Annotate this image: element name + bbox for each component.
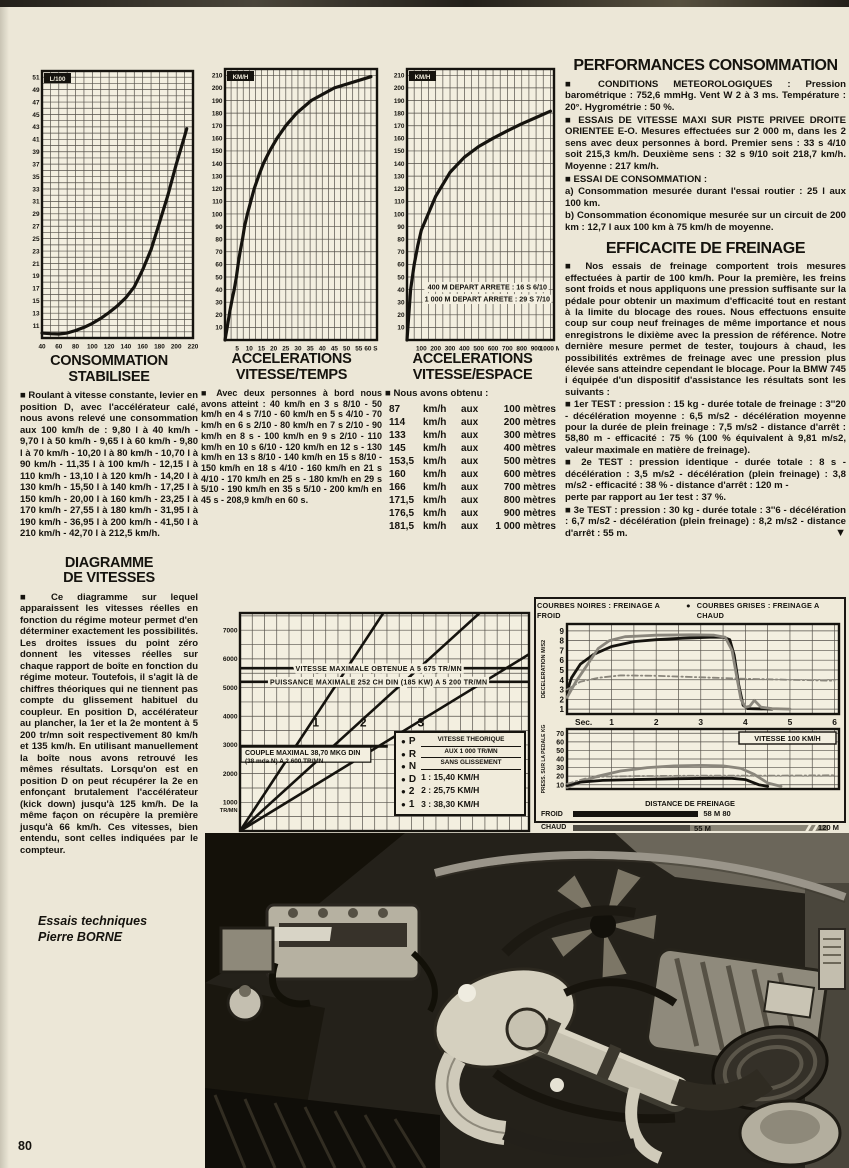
svg-text:100: 100 bbox=[86, 343, 98, 351]
vitesse-espace-row: 181,5 km/h aux 1 000 mètres bbox=[389, 521, 556, 532]
svg-text:500: 500 bbox=[473, 345, 485, 353]
svg-text:5000: 5000 bbox=[222, 684, 238, 692]
svg-text:COUPLE MAXIMAL 38,70 MKG DIN: COUPLE MAXIMAL 38,70 MKG DIN bbox=[245, 749, 361, 757]
svg-text:39: 39 bbox=[32, 149, 40, 157]
svg-text:7000: 7000 bbox=[222, 627, 238, 635]
column-left bbox=[20, 354, 198, 945]
paragraph: perte par rapport au 1er test : 37 %. bbox=[565, 492, 727, 504]
svg-text:31: 31 bbox=[32, 198, 40, 206]
svg-text:100: 100 bbox=[211, 211, 223, 219]
svg-text:400 M DEPART ARRETE : 16 S 6/1: 400 M DEPART ARRETE : 16 S 6/10 bbox=[427, 282, 548, 292]
svg-text:PRESS. SUR LA PEDALE KG: PRESS. SUR LA PEDALE KG bbox=[541, 724, 547, 793]
svg-text:25: 25 bbox=[282, 345, 290, 353]
distance-bars: DISTANCE DE FREINAGE FROID 58 M 80 CHAUD 55 M 120 M bbox=[541, 799, 839, 833]
svg-text:120: 120 bbox=[393, 186, 405, 194]
bar-row-froid: FROID 58 M 80 bbox=[541, 809, 731, 818]
svg-text:45: 45 bbox=[330, 345, 338, 353]
svg-text:33: 33 bbox=[32, 186, 40, 194]
vitesse-espace-row: 114 km/h aux 200 mètres bbox=[389, 417, 556, 428]
byline: Essais techniques Pierre BORNE bbox=[38, 914, 148, 944]
paragraph: ■ ESSAI DE CONSOMMATION : bbox=[565, 173, 708, 185]
diagramme-body: ■ Ce diagramme sur lequel apparaissent les vitesses réelles en fonction du régime moteur permet d'en déterminer exactement les possibilités. Les droites issues du point zéro donnent les vitesses réelles sur chaque rapport de boîte en fonction du régime moteur. Toutefois, il s'agit là de chiffres théoriques qui ne tiennent pas compte du glissement habituel du coupleur. En position D, accélérateur au plancher, la 1er et la 2e montent à 5 200 tr/mn soit respectivement 80 km/h et 135 km/h. En utilisant manuellement la boîte nous avons retrouvé les mêmes résultats. Lorsqu'on est en position D on peut récupérer la 2e en enfonçant brutalement l'accélérateur (kick down) jusqu'à 125 km/h. De la même façon on récupère la première jusqu'à 66 km/h. Ces vitesses, bien entendu, sont celles indiquées par le compteur. bbox=[20, 591, 198, 856]
vitesse-espace-intro: ■ Nous avons obtenu : bbox=[385, 388, 489, 399]
svg-text:17: 17 bbox=[32, 285, 40, 293]
svg-text:4000: 4000 bbox=[222, 713, 238, 721]
svg-text:50: 50 bbox=[343, 345, 351, 353]
paragraph: a) Consommation mesurée durant l'essai routier : 25 l aux 100 km. bbox=[565, 186, 846, 209]
svg-text:15: 15 bbox=[257, 345, 266, 353]
svg-text:45: 45 bbox=[32, 111, 40, 119]
svg-text:50: 50 bbox=[556, 748, 564, 756]
svg-text:2: 2 bbox=[359, 715, 367, 730]
svg-text:6: 6 bbox=[559, 656, 564, 666]
page-number: 80 bbox=[18, 1139, 32, 1153]
svg-text:43: 43 bbox=[32, 124, 40, 132]
column-middle bbox=[201, 352, 382, 506]
svg-text:15: 15 bbox=[32, 298, 40, 306]
svg-text:160: 160 bbox=[211, 135, 223, 143]
freinage-plots bbox=[537, 621, 843, 798]
gear-letter: ● P bbox=[401, 736, 416, 748]
svg-text:1000: 1000 bbox=[222, 799, 238, 807]
column-right bbox=[565, 58, 846, 540]
svg-text:20: 20 bbox=[556, 773, 564, 781]
svg-text:1000 M: 1000 M bbox=[539, 345, 559, 353]
svg-text:60: 60 bbox=[55, 343, 63, 351]
chart-freinage bbox=[534, 597, 846, 833]
svg-text:KM/H: KM/H bbox=[414, 73, 431, 81]
svg-text:90: 90 bbox=[215, 223, 223, 231]
svg-text:L/100: L/100 bbox=[49, 75, 66, 83]
svg-text:220: 220 bbox=[187, 343, 198, 351]
svg-text:130: 130 bbox=[211, 173, 223, 181]
svg-text:11: 11 bbox=[32, 322, 40, 330]
svg-text:41: 41 bbox=[32, 136, 40, 144]
svg-text:60 S: 60 S bbox=[364, 345, 378, 353]
svg-text:200: 200 bbox=[170, 343, 182, 351]
svg-text:700: 700 bbox=[502, 345, 513, 353]
svg-text:800: 800 bbox=[516, 345, 528, 353]
svg-text:90: 90 bbox=[397, 223, 405, 231]
paragraph: ■ 3e TEST : pression : 30 kg - durée totale : 3''6 - décélération : 6,7 m/s2 - décélération (plein freinage) : 8,2 m/s2 - distance d'arrêt : 55 m. ▼ bbox=[565, 504, 846, 539]
svg-text:7: 7 bbox=[559, 646, 564, 656]
froid-distance-bar bbox=[573, 811, 698, 817]
svg-text:100: 100 bbox=[393, 211, 405, 219]
svg-text:70: 70 bbox=[397, 249, 405, 257]
svg-text:10: 10 bbox=[245, 345, 253, 353]
performances-body bbox=[565, 79, 846, 234]
svg-text:8: 8 bbox=[559, 636, 564, 646]
chart-acceleration-vitesse-temps bbox=[203, 62, 382, 356]
svg-text:37: 37 bbox=[32, 161, 40, 169]
vitesse-espace-row: 87 km/h aux 100 mètres bbox=[389, 404, 556, 415]
svg-text:47: 47 bbox=[32, 99, 40, 107]
svg-text:5: 5 bbox=[559, 665, 564, 675]
bar-row-chaud: CHAUD 55 M 120 M bbox=[541, 823, 839, 833]
svg-text:130: 130 bbox=[393, 173, 405, 181]
legend-text: VITESSE THEORIQUE AUX 1 000 TR/MN SANS GLISSEMENT 1 : 15,40 KM/H 2 : 25,75 KM/H 3 : 38,30 KM/H bbox=[421, 736, 521, 811]
vitesse-espace-row: 145 km/h aux 400 mètres bbox=[389, 443, 556, 454]
svg-text:DECELERATION M/S2: DECELERATION M/S2 bbox=[541, 639, 547, 699]
paragraph: ■ 1er TEST : pression : 15 kg - durée totale de freinage : 3''20 - décélération moyenne : 6,5 m/s2 - décélération moyenne pour la durée de plein freinage : 7,5 m/s2 - distance d'arrêt : 58,80 m - efficacité : 75 % (100 % équivalent à 9,81 m/s2, valeur maximale en matière de freinage). bbox=[565, 399, 846, 456]
svg-text:5: 5 bbox=[787, 717, 793, 727]
svg-text:60: 60 bbox=[215, 261, 223, 269]
engine-photo-graphic bbox=[205, 833, 849, 1168]
gear-selector-letters bbox=[401, 736, 416, 811]
chaud-distance-bar-55 bbox=[573, 825, 690, 831]
section-title-diagramme: DIAGRAMME DE VITESSES bbox=[63, 554, 155, 586]
svg-text:1: 1 bbox=[609, 717, 614, 727]
svg-text:50: 50 bbox=[397, 274, 405, 282]
svg-text:19: 19 bbox=[32, 273, 40, 281]
svg-text:49: 49 bbox=[32, 86, 40, 94]
paragraph: b) Consommation économique mesurée sur un circuit de 200 km : 12,7 l aux 100 km à 75 km/h de moyenne. bbox=[565, 210, 846, 233]
chart-diagramme-vitesses bbox=[215, 608, 533, 848]
gear-letter: ● 2 bbox=[401, 786, 415, 798]
svg-text:40: 40 bbox=[318, 345, 326, 353]
svg-text:110: 110 bbox=[212, 198, 223, 206]
svg-text:190: 190 bbox=[211, 97, 223, 105]
svg-text:900: 900 bbox=[530, 345, 542, 353]
paragraph: ■ CONDITIONS METEOROLOGIQUES : Pression barométrique : 752,6 mmHg. Vent W 2 à 3 ms. Température : 20°. Hygrométrie : 50 %. bbox=[565, 78, 846, 113]
svg-text:40: 40 bbox=[397, 286, 405, 294]
svg-text:40: 40 bbox=[38, 343, 46, 351]
svg-text:3: 3 bbox=[417, 715, 425, 730]
svg-text:400: 400 bbox=[459, 345, 470, 353]
svg-text:80: 80 bbox=[397, 236, 405, 244]
svg-text:210: 210 bbox=[393, 72, 405, 80]
freinage-chart-header: COURBES NOIRES : FREINAGE A FROID ● COURBES GRISES : FREINAGE A CHAUD bbox=[537, 601, 820, 620]
svg-text:170: 170 bbox=[393, 123, 405, 131]
section-title-vitesse-temps: ACCELERATIONS VITESSE/TEMPS bbox=[231, 351, 352, 383]
svg-text:80: 80 bbox=[72, 343, 80, 351]
svg-text:23: 23 bbox=[32, 248, 40, 256]
svg-text:30: 30 bbox=[397, 299, 405, 307]
svg-text:210: 210 bbox=[211, 72, 223, 80]
svg-text:35: 35 bbox=[32, 173, 40, 181]
svg-text:180: 180 bbox=[393, 110, 405, 118]
svg-text:29: 29 bbox=[32, 211, 40, 219]
svg-text:40: 40 bbox=[556, 756, 564, 764]
gear-letter: ● R bbox=[401, 748, 417, 760]
svg-text:9: 9 bbox=[559, 626, 564, 636]
svg-text:160: 160 bbox=[137, 343, 149, 351]
svg-text:13: 13 bbox=[32, 310, 40, 318]
vitesse-espace-row: 166 km/h aux 700 mètres bbox=[389, 482, 556, 493]
freinage-body bbox=[565, 261, 846, 539]
svg-text:2: 2 bbox=[653, 717, 659, 727]
svg-text:Sec.: Sec. bbox=[575, 717, 593, 727]
vitesse-temps-body: ■ Avec deux personnes à bord nous avons atteint : 40 km/h en 3 s 8/10 - 50 km/h en 4 s 7/10 - 60 km/h en 5 s 4/10 - 70 km/h en 6 s 2/10 - 80 km/h en 7 s 2/10 - 90 km/h en 8 s - 100 km/h en 9 s 2/10 - 110 km/h en 10 s 6/10 - 120 km/h en 12 s - 130 km/h en 13 s 8/10 - 140 km/h en 15 s 8/10 - 150 km/h en 18 s 4/10 - 160 km/h en 21 s 4/10 - 170 km/h en 25 s - 180 km/h en 29 s 5/10 - 190 km/h en 35 s 5/10 - 200 km/h en 45 s - 208,9 km/h en 60 s. bbox=[201, 388, 382, 506]
section-title-vitesse-espace: ACCELERATIONS VITESSE/ESPACE bbox=[412, 351, 533, 383]
svg-text:20: 20 bbox=[397, 312, 405, 320]
svg-text:40: 40 bbox=[215, 286, 223, 294]
vitesse-espace-row: 176,5 km/h aux 900 mètres bbox=[389, 508, 556, 519]
svg-text:60: 60 bbox=[556, 739, 564, 747]
section-title-freinage: EFFICACITE DE FREINAGE bbox=[605, 239, 806, 257]
svg-text:51: 51 bbox=[32, 74, 40, 82]
vitesse-espace-row: 171,5 km/h aux 800 mètres bbox=[389, 495, 556, 506]
vitesse-espace-row: 160 km/h aux 600 mètres bbox=[389, 469, 556, 480]
vitesse-espace-row: 133 km/h aux 300 mètres bbox=[389, 430, 556, 441]
svg-text:3000: 3000 bbox=[222, 742, 238, 750]
svg-text:200: 200 bbox=[430, 345, 442, 353]
svg-text:120: 120 bbox=[103, 343, 115, 351]
svg-text:600: 600 bbox=[487, 345, 499, 353]
svg-text:140: 140 bbox=[211, 160, 223, 168]
svg-text:10: 10 bbox=[397, 324, 405, 332]
svg-text:3: 3 bbox=[559, 685, 564, 695]
svg-text:120: 120 bbox=[211, 186, 223, 194]
column-vitesse-espace bbox=[385, 352, 560, 533]
chart-consommation-stabilisee bbox=[22, 64, 198, 354]
svg-text:6000: 6000 bbox=[222, 656, 238, 664]
svg-text:1 000 M DEPART ARRETE : 29 S 7: 1 000 M DEPART ARRETE : 29 S 7/10 bbox=[424, 294, 551, 304]
svg-text:10: 10 bbox=[215, 324, 223, 332]
svg-text:1: 1 bbox=[312, 715, 320, 730]
svg-text:20: 20 bbox=[215, 312, 223, 320]
svg-text:4: 4 bbox=[743, 717, 748, 727]
svg-text:30: 30 bbox=[294, 345, 302, 353]
svg-text:PUISSANCE MAXIMALE 252 CH DIN: PUISSANCE MAXIMALE 252 CH DIN (185 KW) A 5 200 TR/MN bbox=[270, 679, 488, 687]
svg-text:1: 1 bbox=[559, 705, 564, 715]
svg-text:170: 170 bbox=[211, 123, 223, 131]
svg-text:110: 110 bbox=[394, 198, 405, 206]
svg-text:100: 100 bbox=[416, 345, 427, 353]
svg-text:4: 4 bbox=[559, 675, 564, 685]
gear-selector-legend bbox=[394, 731, 526, 816]
gear-letter: ● D bbox=[401, 773, 417, 785]
paragraph: ■ 2e TEST : pression identique - durée totale : 8 s - décélération : 3,5 m/s2 - décélération (plein freinage) : 3,8 m/s2 - efficacité : 38 % - distance d'arrêt : 120 m - bbox=[565, 457, 846, 492]
svg-text:10: 10 bbox=[556, 782, 564, 790]
svg-text:(38 mda N) A 2 600 TR/MN: (38 mda N) A 2 600 TR/MN bbox=[245, 757, 324, 765]
svg-text:150: 150 bbox=[211, 148, 223, 156]
gear-letter: ● N bbox=[401, 761, 417, 773]
section-title-consommation: CONSOMMATION STABILISEE bbox=[50, 353, 168, 385]
svg-text:160: 160 bbox=[393, 135, 405, 143]
svg-text:27: 27 bbox=[32, 223, 40, 231]
svg-text:VITESSE MAXIMALE OBTENUE A 5 6: VITESSE MAXIMALE OBTENUE A 5 675 TR/MN bbox=[295, 665, 462, 673]
legend-dot-icon: ● bbox=[686, 601, 691, 610]
svg-text:180: 180 bbox=[154, 343, 165, 351]
paragraph: ■ Nos essais de freinage comportent trois mesures effectuées à partir de 100 km/h. Pour la première, les freins sont froids et nous appliquons une pression suffisante sur la pédale pour obtenir un maximum d'efficacité tout en restant à la limite du blocage des roues. Nous effectuons ensuite coup sur coup neuf freinages de même importance et nous enregistrons le dixième avec la pression de référence. Notre dernière mesure permet de tester, toujours à chaud, les possibilités extrêmes de freinage avec une pression plus élevée sans atteindre cependant le blocage. Pour la BMW 745 i équipée d'un dispositif d'assistance les résultats sont les suivants : bbox=[565, 261, 846, 398]
vitesse-espace-row: 153,5 km/h aux 500 mètres bbox=[389, 456, 556, 467]
svg-text:2: 2 bbox=[559, 695, 564, 705]
svg-text:TR/MN: TR/MN bbox=[219, 807, 238, 814]
svg-text:21: 21 bbox=[32, 260, 40, 268]
svg-text:180: 180 bbox=[211, 110, 223, 118]
svg-text:6: 6 bbox=[832, 717, 837, 727]
paragraph: ■ ESSAIS DE VITESSE MAXI SUR PISTE PRIVEE DROITE ORIENTEE E-O. Mesures effectuées sur 2 000 m, dans les 2 sens avec deux personnes à bord. Premier sens : 33 s 4/10 soit 215,3 km/h. Deuxième sens : 32 s 9/10 soit 218,7 km/h. Moyenne : 217 km/h. bbox=[565, 114, 846, 172]
svg-text:190: 190 bbox=[393, 97, 405, 105]
engine-bay-photo bbox=[205, 833, 849, 1168]
svg-text:20: 20 bbox=[270, 345, 278, 353]
svg-text:KM/H: KM/H bbox=[232, 73, 249, 81]
section-title-performances: PERFORMANCES CONSOMMATION bbox=[573, 57, 838, 74]
svg-text:140: 140 bbox=[120, 343, 132, 351]
vitesse-espace-table bbox=[385, 403, 560, 533]
svg-text:60: 60 bbox=[397, 261, 405, 269]
chart-acceleration-vitesse-espace bbox=[387, 62, 559, 356]
svg-text:300: 300 bbox=[444, 345, 456, 353]
svg-text:30: 30 bbox=[215, 299, 223, 307]
svg-text:150: 150 bbox=[393, 148, 405, 156]
svg-text:200: 200 bbox=[211, 85, 223, 93]
svg-text:30: 30 bbox=[556, 765, 564, 773]
svg-text:70: 70 bbox=[556, 730, 564, 738]
svg-text:200: 200 bbox=[393, 85, 405, 93]
svg-text:140: 140 bbox=[393, 160, 405, 168]
svg-text:80: 80 bbox=[215, 236, 223, 244]
svg-text:2000: 2000 bbox=[222, 770, 238, 778]
svg-text:35: 35 bbox=[306, 345, 314, 353]
svg-text:25: 25 bbox=[32, 235, 40, 243]
svg-text:55: 55 bbox=[355, 345, 363, 353]
gear-letter: ● 1 bbox=[401, 798, 415, 810]
svg-text:VITESSE 100 KM/H: VITESSE 100 KM/H bbox=[754, 734, 821, 744]
svg-text:50: 50 bbox=[215, 274, 223, 282]
consommation-body: ■ Roulant à vitesse constante, levier en position D, avec l'accélérateur calé, nous avons relevé une consommation aux 100 km/h de : 9,80 l à 40 km/h - 9,70 l à 50 km/h - 9,65 l à 60 km/h - 9,80 l à 70 km/h - 10,20 l à 80 km/h - 10,70 l à 90 km/h - 11,35 l à 100 km/h - 12,15 l à 110 km/h - 13,10 l à 120 km/h - 14,20 l à 130 km/h - 15,50 l à 140 km/h - 17,25 l à 150 km/h - 20,00 l à 160 km/h - 23,25 l à 170 km/h - 27,55 l à 180 km/h - 31,95 l à 190 km/h - 36,95 l à 200 km/h - 41,50 l à 210 km/h - 42,70 l à 212,5 km/h. bbox=[20, 390, 198, 539]
svg-text:70: 70 bbox=[215, 249, 223, 257]
svg-text:5: 5 bbox=[235, 345, 239, 353]
section-end-triangle-icon: ▼ bbox=[835, 526, 846, 539]
svg-text:3: 3 bbox=[698, 717, 704, 727]
